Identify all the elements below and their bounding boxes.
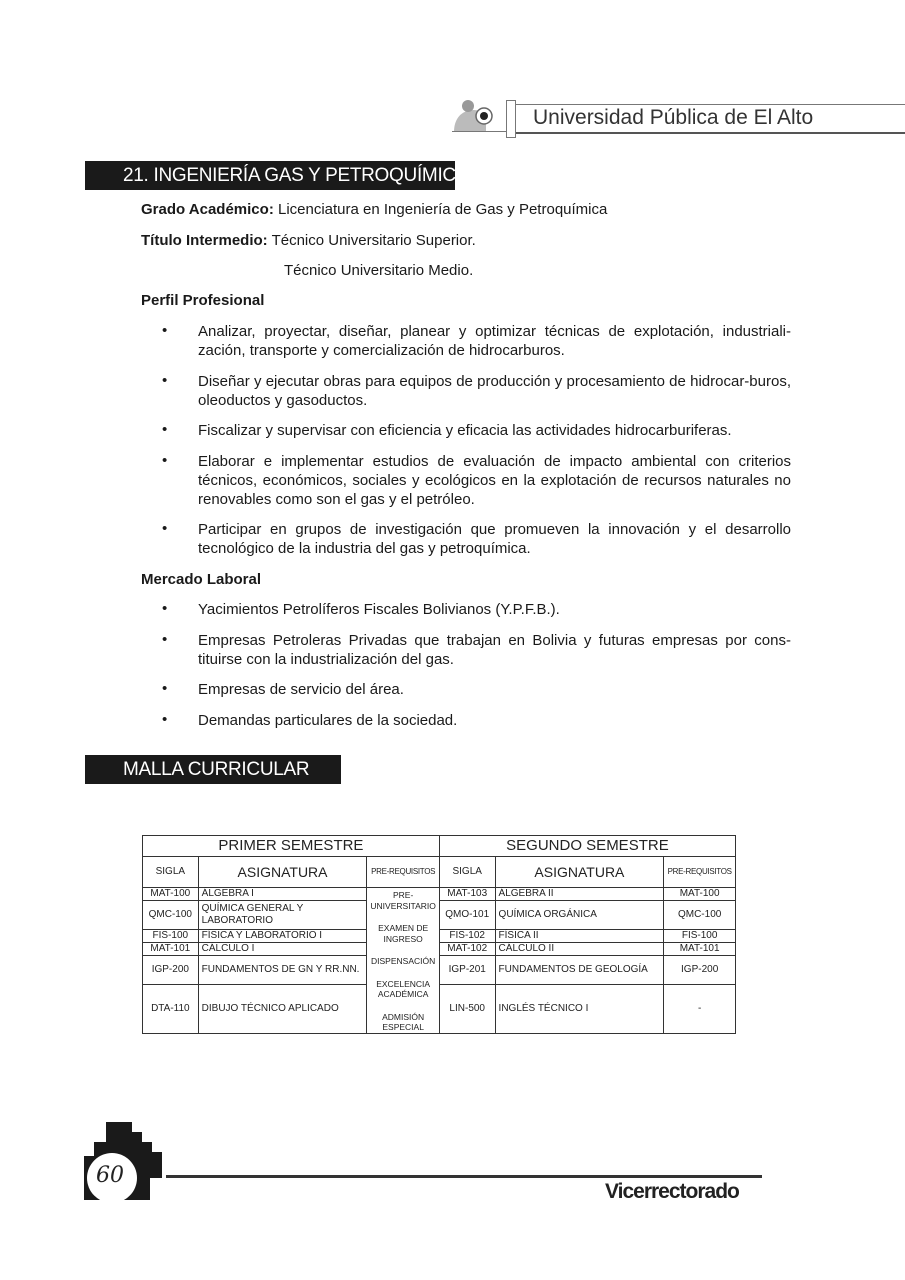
asignatura-cell: ÁLGEBRA I [198, 888, 367, 901]
col-sigla: SIGLA [143, 857, 199, 888]
sigla-cell: QMO-101 [439, 901, 495, 929]
footer-brand-logo: Vicerrectorado [605, 1180, 739, 1203]
prereq-cell: MAT-100 [664, 888, 736, 901]
page-corner-emblem-icon [84, 1122, 164, 1200]
table-row [143, 888, 736, 901]
asignatura-cell: CÁLCULO I [198, 942, 367, 955]
sigla-cell: IGP-201 [439, 956, 495, 984]
column-header-row [143, 857, 736, 888]
bullet-icon: • [162, 421, 168, 438]
prereq-item: DISPENSACIÓN [371, 956, 436, 966]
prereq-cell: - [664, 984, 736, 1033]
sigla-cell: QMC-100 [143, 901, 199, 929]
sigla-cell: MAT-103 [439, 888, 495, 901]
sigla-cell: MAT-100 [143, 888, 199, 901]
titulo-value: Técnico Universitario Superior. [267, 232, 476, 249]
sigla-cell: MAT-101 [143, 942, 199, 955]
section-title: 21. INGENIERÍA GAS Y PETROQUÍMICA [85, 161, 455, 190]
table-row [143, 956, 736, 984]
malla-table [142, 835, 736, 1034]
asignatura-cell: ÁLGEBRA II [495, 888, 664, 901]
col-prereq: PRE-REQUISITOS [367, 857, 439, 888]
asignatura-cell: DIBUJO TÉCNICO APLICADO [198, 984, 367, 1033]
titulo-intermedio [141, 231, 476, 250]
list-item: Demandas particulares de la sociedad. [198, 712, 458, 729]
col-asignatura: ASIGNATURA [495, 857, 664, 888]
table-row [143, 942, 736, 955]
list-item: Empresas de servicio del área. [198, 681, 404, 698]
sigla-cell: FIS-100 [143, 929, 199, 942]
asignatura-cell: FÍSICA II [495, 929, 664, 942]
grado-academico [141, 200, 607, 219]
sigla-cell: IGP-200 [143, 956, 199, 984]
table-row [143, 984, 736, 1033]
malla-title: MALLA CURRICULAR [85, 755, 341, 784]
titulo-value-2: Técnico Universitario Medio. [284, 262, 474, 279]
col-asignatura: ASIGNATURA [198, 857, 367, 888]
prereq-item: EXCELENCIA ACADÉMICA [376, 978, 431, 999]
sem2-header: SEGUNDO SEMESTRE [439, 836, 735, 857]
prereq-item: PRE-UNIVERSITARIO [370, 890, 436, 911]
bullet-icon: • [162, 372, 168, 389]
perfil-heading: Perfil Profesional [141, 292, 265, 309]
grado-label: Grado Académico: [141, 201, 274, 218]
footer-rule [166, 1175, 762, 1178]
col-sigla: SIGLA [439, 857, 495, 888]
header-divider [506, 100, 516, 138]
bullet-icon: • [162, 520, 168, 537]
list-item: Analizar, proyectar, diseñar, planear y optimizar técnicas de explotación, industriali-zación, transporte y comercialización de hidrocarburos. [198, 323, 791, 359]
mercado-heading: Mercado Laboral [141, 571, 262, 588]
semester-header-row [143, 836, 736, 857]
asignatura-cell: FUNDAMENTOS DE GN Y RR.NN. [198, 956, 367, 984]
bullet-icon: • [162, 631, 168, 648]
col-prereq: PRE-REQUISITOS [664, 857, 736, 888]
bullet-icon: • [162, 600, 168, 617]
prereq-cell: IGP-200 [664, 956, 736, 984]
bullet-icon: • [162, 680, 168, 697]
sigla-cell: DTA-110 [143, 984, 199, 1033]
prereq-cell: QMC-100 [664, 901, 736, 929]
table-row [143, 901, 736, 929]
header-rule-bottom [516, 132, 905, 134]
asignatura-cell: CÁLCULO II [495, 942, 664, 955]
prereq-item: ADMISIÓN ESPECIAL [382, 1011, 425, 1032]
prereq-item: EXAMEN DE INGRESO [378, 923, 429, 944]
list-item: Participar en grupos de investigación que promueven la innovación y el desarrollo tecnológico de la industria del gas y petroquímica. [198, 521, 791, 557]
sigla-cell: MAT-102 [439, 942, 495, 955]
asignatura-cell: QUÍMICA ORGÁNICA [495, 901, 664, 929]
table-row [143, 929, 736, 942]
header-rule-left [452, 131, 512, 132]
list-item: Diseñar y ejecutar obras para equipos de producción y procesamiento de hidrocar-buros, oleoductos y gasoductos. [198, 373, 791, 409]
bullet-icon: • [162, 322, 168, 339]
asignatura-cell: QUÍMICA GENERAL Y LABORATORIO [198, 901, 367, 929]
sigla-cell: LIN-500 [439, 984, 495, 1033]
prereq-cell: FIS-100 [664, 929, 736, 942]
university-name: Universidad Pública de El Alto [533, 106, 814, 129]
asignatura-cell: INGLÉS TÉCNICO I [495, 984, 664, 1033]
bullet-icon: • [162, 711, 168, 728]
page-number: 60 [96, 1163, 124, 1188]
prereq-first-semester [367, 888, 439, 1034]
list-item: Empresas Petroleras Privadas que trabajan en Bolivia y futuras empresas por cons-tituirse con la industrialización del gas. [198, 632, 791, 668]
asignatura-cell: FÍSICA Y LABORATORIO I [198, 929, 367, 942]
sem1-header: PRIMER SEMESTRE [143, 836, 440, 857]
titulo-label: Título Intermedio: [141, 232, 268, 249]
grado-value: Licenciatura en Ingeniería de Gas y Petroquímica [273, 201, 608, 218]
list-item: Yacimientos Petrolíferos Fiscales Bolivianos (Y.P.F.B.). [198, 601, 560, 618]
list-item: Fiscalizar y supervisar con eficiencia y eficacia las actividades hidrocarburiferas. [198, 422, 732, 439]
header-rule-top [516, 104, 905, 105]
list-item: Elaborar e implementar estudios de evaluación de impacto ambiental con criterios técnicos, económicos, sociales y ecológicos en la explotación de recursos naturales no renovables como son el gas y el petróleo. [198, 453, 791, 508]
bullet-icon: • [162, 452, 168, 469]
university-logo-icon [452, 96, 512, 134]
asignatura-cell: FUNDAMENTOS DE GEOLOGÍA [495, 956, 664, 984]
sigla-cell: FIS-102 [439, 929, 495, 942]
prereq-cell: MAT-101 [664, 942, 736, 955]
